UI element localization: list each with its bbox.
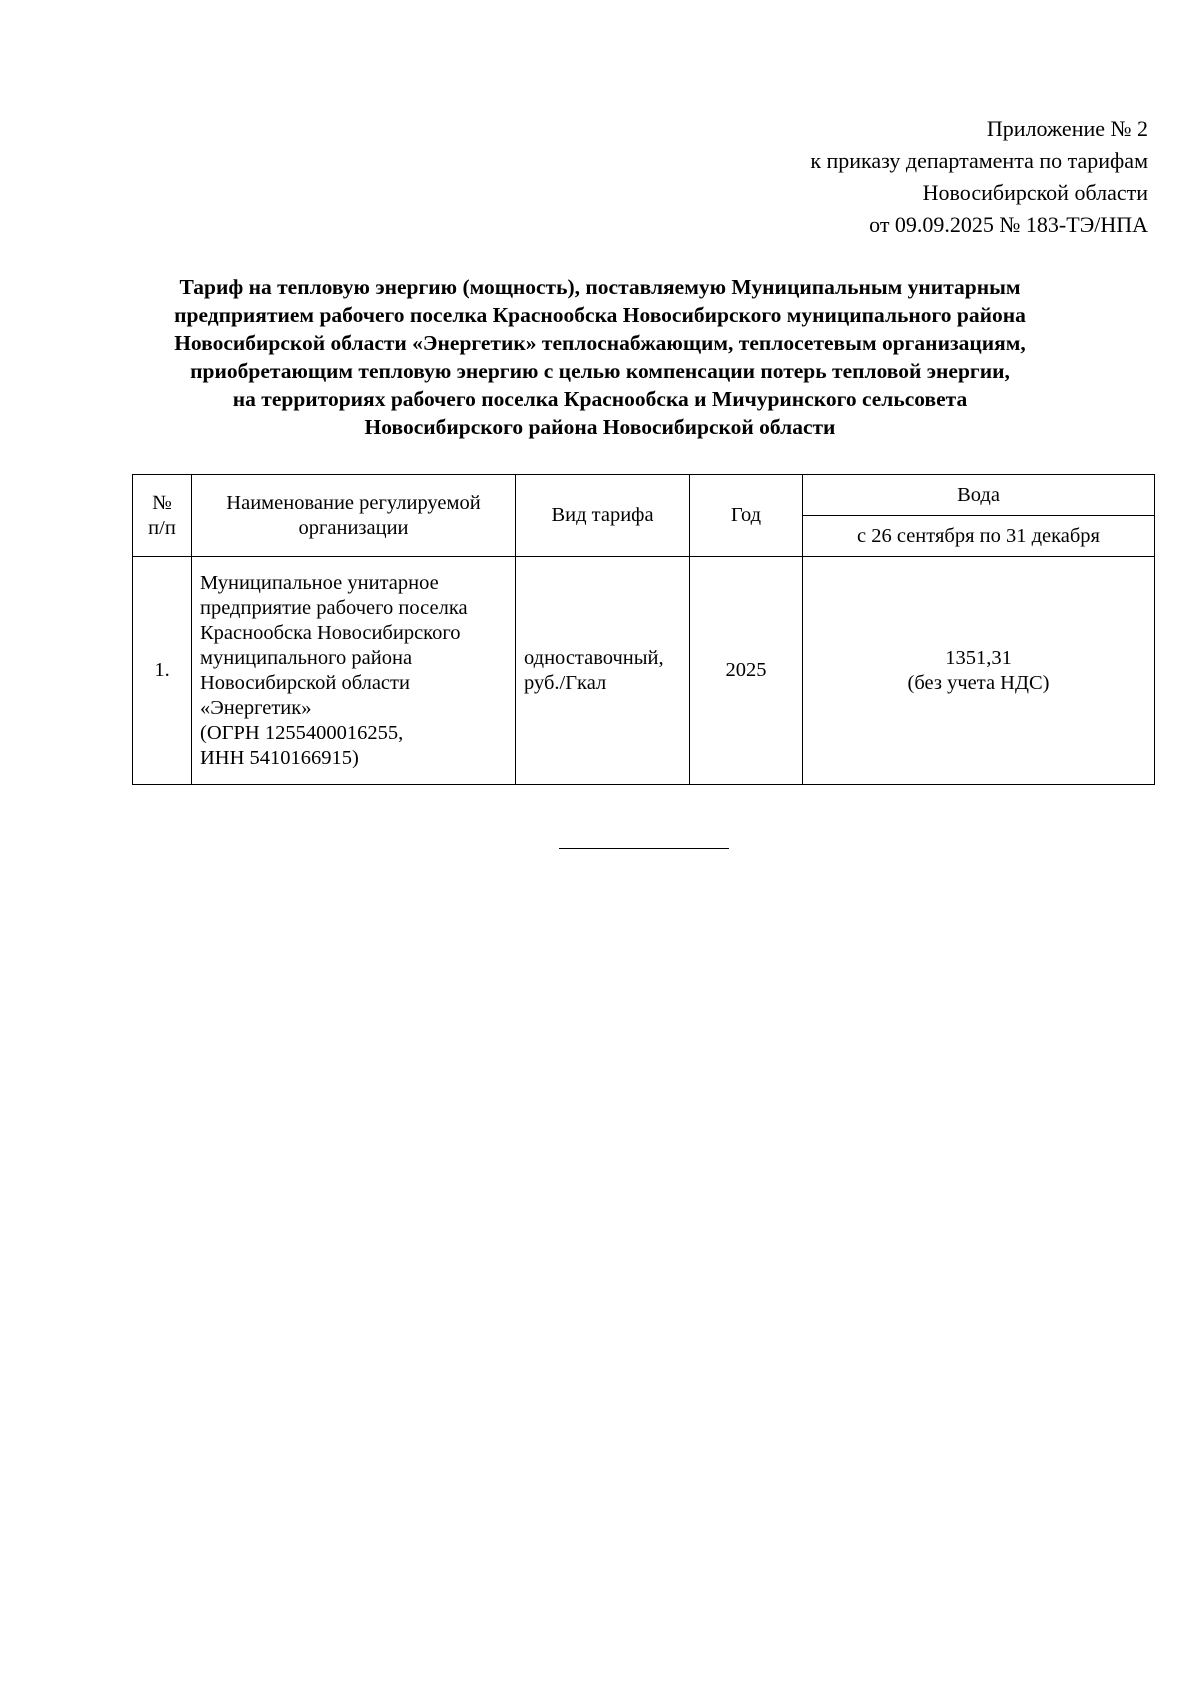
org-line: Краснообска Новосибирского — [200, 621, 461, 644]
header-water: Вода — [803, 475, 1155, 516]
header-period: с 26 сентября по 31 декабря — [803, 516, 1155, 557]
closing-divider — [559, 848, 729, 849]
tariff-kind-line: одноставочный, — [524, 646, 664, 669]
org-line: Новосибирской области — [200, 671, 410, 694]
header-org-line: Наименование регулируемой — [226, 491, 481, 514]
header-num-label: п/п — [148, 516, 176, 539]
cell-tariff-value — [803, 557, 1155, 785]
title-line: Тариф на тепловую энергию (мощность), поставляемую Муниципальным унитарным — [179, 275, 1021, 299]
org-line: предприятие рабочего поселка — [200, 596, 468, 619]
header-year: Год — [690, 475, 803, 557]
appendix-region: Новосибирской области — [922, 180, 1148, 205]
org-line: «Энергетик» — [200, 696, 312, 719]
title-line: Новосибирской области «Энергетик» теплоснабжающим, теплосетевым организациям, — [174, 331, 1026, 355]
org-line: муниципального района — [200, 646, 413, 669]
cell-tariff-kind — [516, 557, 690, 785]
title-line: на территориях рабочего поселка Краснообска и Мичуринского сельсовета — [232, 387, 968, 411]
table-header-row — [133, 475, 1155, 516]
table-row — [133, 557, 1155, 785]
header-tariff-kind: Вид тарифа — [516, 475, 690, 557]
tariff-table — [132, 474, 1155, 785]
header-num-symbol: № — [152, 491, 172, 514]
cell-year: 2025 — [690, 557, 803, 785]
appendix-block — [588, 113, 1148, 241]
cell-num: 1. — [133, 557, 192, 785]
appendix-order-date: от 09.09.2025 № 183-ТЭ/НПА — [869, 212, 1148, 237]
header-organization — [192, 475, 516, 557]
header-org-line: организации — [298, 516, 409, 539]
title-line: приобретающим тепловую энергию с целью компенсации потерь тепловой энергии, — [190, 359, 1010, 383]
org-line: ИНН 5410166915) — [200, 746, 359, 769]
title-line: Новосибирского района Новосибирской области — [364, 415, 836, 439]
org-line: (ОГРН 1255400016255, — [200, 721, 404, 744]
cell-organization — [192, 557, 516, 785]
document-title — [100, 273, 1100, 441]
tariff-kind-line: руб./Гкал — [524, 671, 607, 694]
org-line: Муниципальное унитарное — [200, 571, 439, 594]
title-line: предприятием рабочего поселка Краснообска Новосибирского муниципального района — [174, 303, 1026, 327]
appendix-order-ref: к приказу департамента по тарифам — [810, 148, 1148, 173]
tariff-value-note: (без учета НДС) — [907, 671, 1050, 694]
appendix-number: Приложение № 2 — [986, 116, 1148, 141]
header-num — [133, 475, 192, 557]
tariff-value: 1351,31 — [945, 646, 1012, 669]
